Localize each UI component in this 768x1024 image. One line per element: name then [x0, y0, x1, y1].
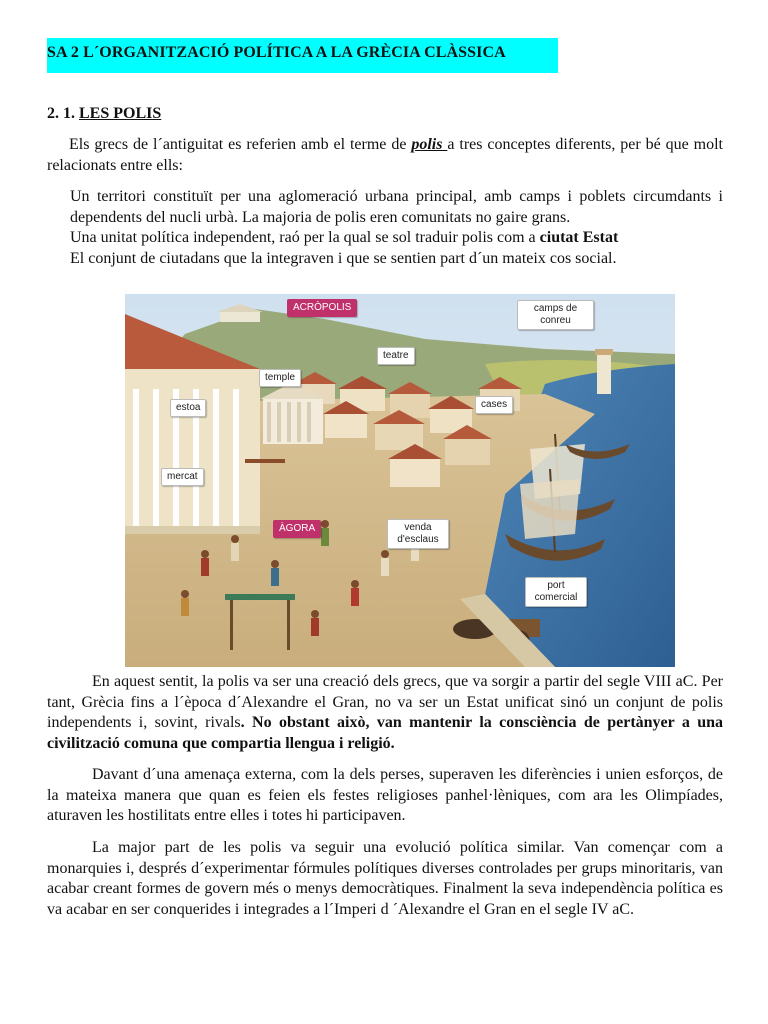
label-temple: temple [259, 369, 301, 387]
lighthouse [595, 349, 613, 394]
concept-item-2-bold: ciutat Estat [539, 229, 619, 247]
paragraph-1-bold: . No obstant això, van mantenir la consciència de pertànyer a una civilització comuna que compartia llengua i religió. [47, 714, 724, 753]
section-name: LES POLIS [79, 105, 162, 122]
label-cases: cases [475, 396, 513, 414]
concepts-list [70, 187, 723, 270]
paragraph-1-text: En aquest sentit, la polis va ser una creació dels grecs, que va sorgir a partir del segle VIII aC. Per tant, Grècia fins a l´època d´Alexandre el Gran, no va ser un Estat unificat sinó un conjunt de polis independents i, sovint, rivals [47, 673, 723, 732]
label-acropolis: ACRÒPOLIS [287, 299, 357, 317]
intro-after: a tres conceptes diferents, per bé que molt relacionats entre ells: [47, 136, 723, 174]
label-teatre: teatre [377, 347, 415, 365]
paragraph-2-text: Davant d´una amenaça externa, com la dels perses, superaven les diferències i unien esforços, de la mateixa manera que quan es feien els festes religioses panhel·lèniques, com ara les Olimpíades, aturaven les hostilitats entre elles i totes hi participaven. [47, 766, 723, 825]
label-agora: ÀGORA [273, 520, 321, 538]
concept-item-2 [70, 228, 723, 249]
polis-illustration [125, 294, 675, 667]
label-venda: venda d'esclaus [387, 519, 449, 549]
label-port: port comercial [525, 577, 587, 607]
paragraph-3-text: La major part de les polis va seguir una evolució política similar. Van començar com a monarquies i, després d´experimentar fórmules polítiques diverses controlades per grups minoritaris, van acabar creant formes de govern més o menys democràtiques. Finalment la seva independència política es va acabar en ser conquerides i integrades a l´Imperi d ´Alexandre el Gran en el segle IV aC. [47, 839, 723, 919]
label-estoa: estoa [170, 399, 206, 417]
intro-before: Els grecs de l´antiguitat es referien amb el terme de [69, 136, 412, 153]
intro-term: polis [411, 136, 448, 153]
concept-item-1: Un territori constituït per una aglomeració urbana principal, amb camps i poblets circumdants i dependents del nucli urbà. La majoria de polis eren comunitats no gaire grans. [70, 188, 723, 226]
paragraph-1 [47, 672, 723, 755]
intro-paragraph [47, 135, 723, 176]
section-heading [47, 105, 161, 123]
paragraph-2 [47, 765, 723, 827]
paragraph-3 [47, 838, 723, 921]
concept-item-3: El conjunt de ciutadans que la integraven i que se sentien part d´un mateix cos social. [70, 250, 617, 268]
label-camps: camps de conreu [517, 300, 594, 330]
label-mercat: mercat [161, 468, 204, 486]
page-title: SA 2 L´ORGANITZACIÓ POLÍTICA A LA GRÈCIA CLÀSSICA [47, 44, 506, 61]
section-number: 2. 1. [47, 105, 79, 122]
concept-item-2-text: Una unitat política independent, raó per la qual se sol traduir polis com a [70, 229, 540, 247]
